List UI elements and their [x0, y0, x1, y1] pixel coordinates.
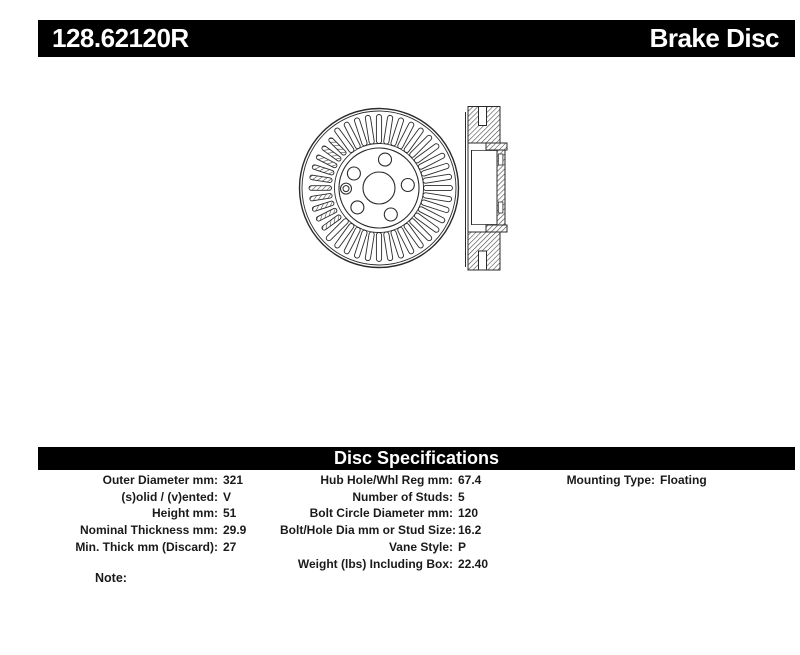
spec-row-hub-hole	[280, 472, 488, 489]
spec-value: 16.2	[458, 523, 482, 538]
spec-row-bolt-circle	[280, 505, 488, 522]
spec-row-weight	[280, 556, 488, 573]
spec-row-outer-diameter	[36, 472, 246, 489]
note-label: Note:	[95, 571, 127, 585]
spec-label: Mounting Type:	[566, 473, 655, 487]
spec-value: 321	[223, 473, 244, 487]
spec-row-nominal-thickness	[36, 522, 246, 539]
spec-label: Hub Hole/Whl Reg mm:	[320, 473, 453, 487]
spec-column-right	[560, 472, 707, 489]
product-type: Brake Disc	[649, 23, 779, 53]
stud-holes	[347, 153, 414, 221]
spec-label: Bolt Circle Diameter mm:	[309, 506, 453, 521]
brake-disc-front-view	[300, 109, 459, 268]
spec-label: (s)olid / (v)ented:	[121, 489, 218, 504]
spec-row-height	[36, 505, 246, 522]
spec-row-bolt-hole-dia	[280, 522, 488, 539]
spec-value: 27	[223, 539, 237, 554]
spec-section-header	[38, 447, 795, 470]
locating-pin-hole	[341, 183, 352, 194]
spec-section-title: Disc Specifications	[333, 448, 500, 468]
spec-column-middle	[280, 472, 488, 572]
spec-label: Outer Diameter mm:	[102, 473, 218, 487]
spec-label: Vane Style:	[388, 539, 453, 554]
spec-value: 5	[458, 489, 465, 504]
spec-value: Floating	[660, 473, 707, 487]
spec-label: Height mm:	[152, 506, 218, 521]
spec-label: Min. Thick mm (Discard):	[75, 539, 218, 554]
disc-vanes	[309, 115, 453, 262]
spec-row-solid-vented	[36, 489, 246, 506]
spec-value: 51	[223, 506, 237, 521]
spec-label: Bolt/Hole Dia mm or Stud Size:	[280, 523, 457, 538]
spec-column-left	[36, 472, 246, 556]
spec-value: 120	[458, 506, 479, 521]
spec-row-mounting-type	[560, 472, 707, 489]
spec-value: 22.40	[458, 556, 489, 571]
brake-disc-side-view	[466, 107, 508, 271]
spec-row-number-of-studs	[280, 489, 488, 506]
spec-label: Weight (lbs) Including Box:	[297, 556, 453, 571]
spec-value: 67.4	[458, 473, 482, 487]
spec-value: 29.9	[223, 523, 247, 538]
spec-value: V	[223, 489, 232, 504]
spec-label: Nominal Thickness mm:	[79, 523, 218, 538]
spec-row-min-thickness	[36, 539, 246, 556]
spec-label: Number of Studs:	[352, 489, 453, 504]
spec-row-vane-style	[280, 539, 488, 556]
part-number: 128.62120R	[52, 23, 189, 53]
spec-value: P	[458, 539, 467, 554]
